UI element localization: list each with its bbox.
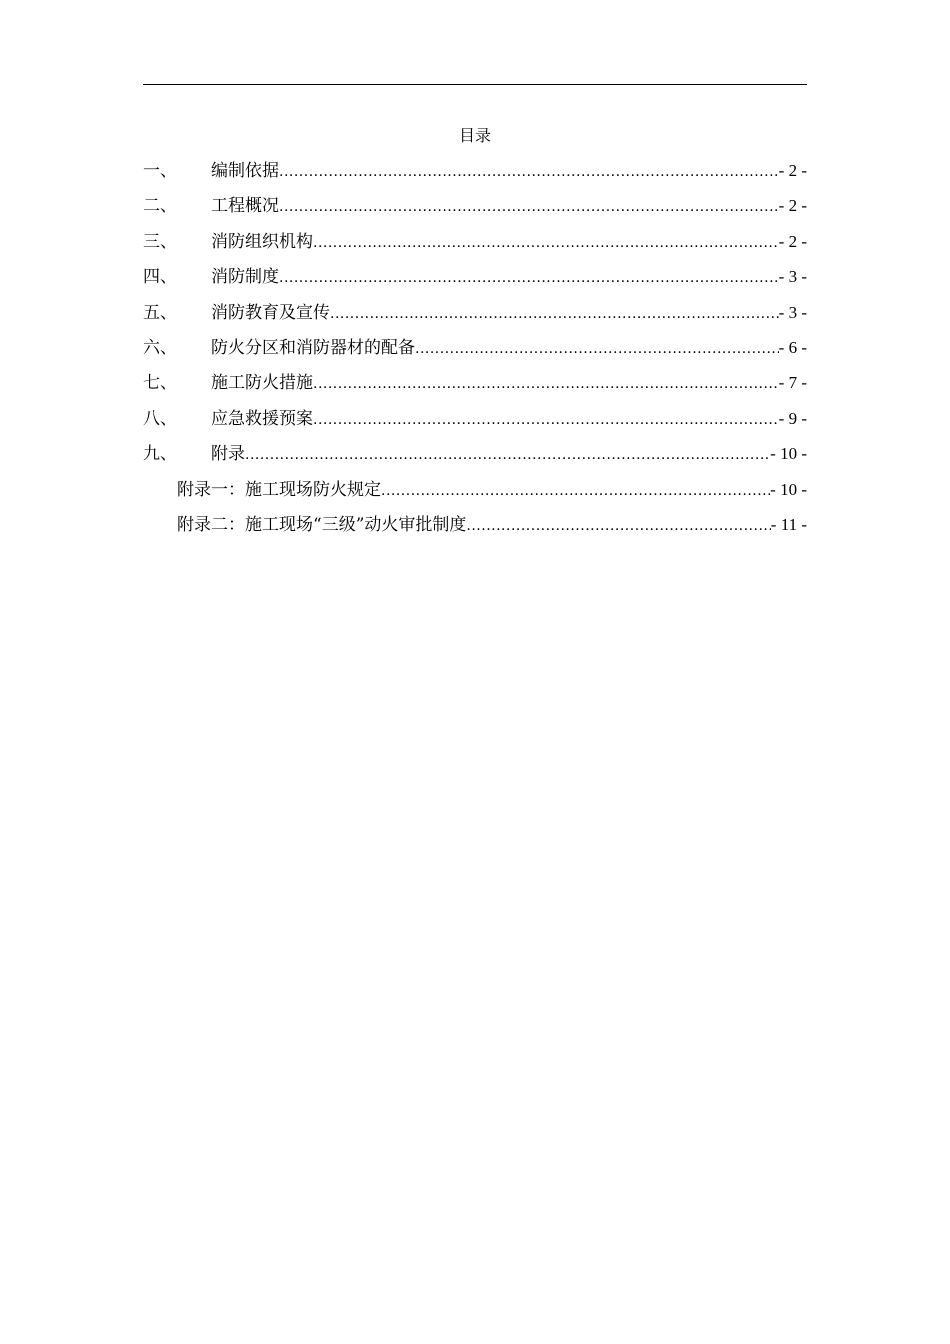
toc-entry-label: 消防制度 <box>211 267 279 288</box>
toc-entry[interactable] <box>143 406 807 441</box>
toc-dot-leader <box>330 301 779 327</box>
table-of-contents <box>143 158 807 547</box>
toc-entry-number: 八、 <box>143 408 177 429</box>
toc-sub-entry-page: - 11 - <box>770 514 807 534</box>
toc-entry-page: - 6 - <box>778 337 807 357</box>
toc-entry-label: 施工防火措施 <box>211 373 313 394</box>
toc-dot-leader <box>313 407 779 433</box>
toc-dot-leader <box>313 371 779 397</box>
toc-entry-page: - 3 - <box>778 267 807 287</box>
toc-dot-leader <box>279 194 779 220</box>
toc-title: 目录 <box>458 126 491 145</box>
toc-entry-label: 附录 <box>211 444 245 465</box>
toc-sub-entry[interactable] <box>143 477 807 512</box>
toc-entry[interactable] <box>143 229 807 264</box>
toc-entry-number: 六、 <box>143 337 177 358</box>
toc-dot-leader <box>245 442 770 468</box>
toc-dot-leader <box>313 230 779 256</box>
toc-entry-page: - 10 - <box>770 444 807 464</box>
toc-entry[interactable] <box>143 264 807 299</box>
toc-entry[interactable] <box>143 158 807 193</box>
toc-entry-number: 五、 <box>143 302 177 323</box>
toc-entry[interactable] <box>143 370 807 405</box>
toc-entry-label: 消防组织机构 <box>211 231 313 252</box>
toc-sub-entry-page: - 10 - <box>770 479 807 499</box>
toc-dot-leader <box>279 159 779 185</box>
toc-dot-leader <box>466 513 770 539</box>
toc-entry-page: - 2 - <box>778 231 807 251</box>
toc-entry-number: 三、 <box>143 231 177 252</box>
toc-sub-entry[interactable] <box>143 512 807 547</box>
toc-entry-label: 编制依据 <box>211 161 279 181</box>
toc-entry-page: - 2 - <box>778 196 807 216</box>
toc-entry-number: 二、 <box>143 196 177 217</box>
toc-entry-number: 九、 <box>143 444 177 465</box>
toc-entry-label: 应急救援预案 <box>211 408 313 429</box>
header-rule <box>143 84 807 85</box>
toc-sub-entry-label: 附录二：施工现场“三级”动火审批制度 <box>177 514 467 535</box>
toc-entry[interactable] <box>143 441 807 476</box>
toc-entry-page: - 9 - <box>778 408 807 428</box>
toc-dot-leader <box>415 336 779 362</box>
toc-entry-label: 工程概况 <box>211 196 279 217</box>
toc-entry-page: - 3 - <box>778 302 807 322</box>
toc-entry-number: 四、 <box>143 267 177 288</box>
toc-dot-leader <box>381 478 770 504</box>
toc-entry[interactable] <box>143 335 807 370</box>
toc-entry-page: - 7 - <box>778 373 807 393</box>
toc-sub-entry-label: 附录一：施工现场防火规定 <box>177 479 381 500</box>
toc-entry[interactable] <box>143 300 807 335</box>
toc-entry-label: 防火分区和消防器材的配备 <box>211 337 415 358</box>
toc-entry-number: 一、 <box>143 161 177 181</box>
toc-entry-page: - 2 - <box>778 161 807 180</box>
toc-entry[interactable] <box>143 193 807 228</box>
toc-entry-label: 消防教育及宣传 <box>211 302 330 323</box>
toc-entry-number: 七、 <box>143 373 177 394</box>
toc-dot-leader <box>279 265 779 291</box>
